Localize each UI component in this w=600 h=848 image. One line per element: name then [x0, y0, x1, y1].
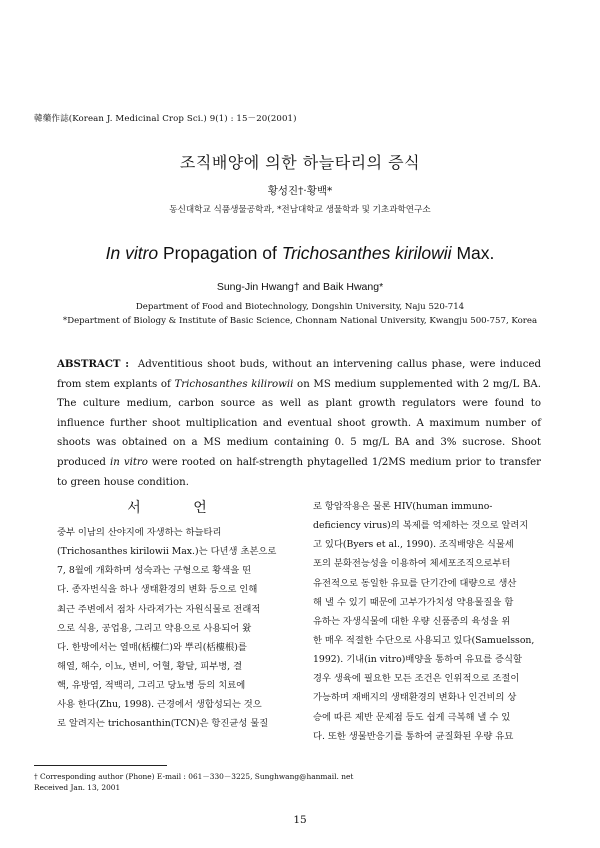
- body-line: deficiency virus)의 복제를 억제하는 것으로 알려지: [313, 520, 529, 532]
- title-end: Max.: [451, 243, 495, 263]
- body-line: 다. 종자번식을 하나 생태환경의 변화 등으로 인해: [57, 584, 258, 596]
- english-authors: Sung-Jin Hwang† and Baik Hwang*: [216, 281, 384, 293]
- section-heading: 서 언: [127, 500, 231, 516]
- abstract-text-2: on MS medium supplemented with 2 mg/L BA. The culture medium, carbon source as well as plant growth regulators were found to influence further shoot multiplication and eventual shoot growth. A maximum number of shoots was obtained on a MS medium containing 0. 5 mg/L BA and 3% sucrose. Shoot produced: [57, 378, 541, 468]
- body-line: 사용 한다(Zhu, 1998). 근경에서 생합성되는 것으: [57, 699, 262, 711]
- body-line: 유하는 자생식물에 대한 우량 신품종의 육성을 위: [313, 615, 511, 627]
- body-line: 승에 따른 제반 문제점 등도 쉽게 극복해 낼 수 있: [313, 711, 511, 723]
- body-line: 7, 8월에 개화하며 성숙과는 구형으로 황색을 띤: [57, 565, 252, 577]
- body-line: 로 알려지는 trichosanthin(TCN)은 항진균성 물질: [57, 718, 269, 730]
- body-line: 유전적으로 동일한 유묘를 단기간에 대량으로 생산: [313, 577, 517, 589]
- abstract-species: Trichosanthes kilirowii: [174, 378, 294, 390]
- body-line: 해 낼 수 있기 때문에 고부가가치성 약용물질을 함: [313, 596, 514, 608]
- body-line: 1992). 기내(in vitro)배양을 통하여 유묘를 증식할: [313, 654, 522, 666]
- body-line: 으로 식용, 공업용, 그리고 약용으로 사용되어 왔: [57, 622, 252, 634]
- abstract-text-1: Adventitious shoot buds, without an intervening callus phase, were induced from stem explants of: [57, 359, 541, 390]
- abstract-label: ABSTRACT :: [57, 358, 130, 370]
- footnote-corresponding: † Corresponding author (Phone) E-mail : 061－330－3225, Sunghwang@hanmail. net: [34, 772, 354, 781]
- body-line: 해열, 해수, 이뇨, 변비, 어혈, 황달, 피부병, 결: [57, 660, 243, 672]
- body-line: 최근 주변에서 점차 사라져가는 자원식물로 전래적: [57, 603, 261, 615]
- body-line: 경우 생육에 필요한 모든 조건은 인위적으로 조절이: [313, 673, 520, 685]
- english-affiliation-1: Department of Food and Biotechnology, Dongshin University, Naju 520-714: [135, 302, 465, 312]
- abstract: [57, 355, 541, 492]
- body-line: (Trichosanthes kirilowii Max.)는 다년생 초본으로: [57, 546, 277, 558]
- body-line: 로 항암작용은 물론 HIV(human immuno-: [313, 501, 493, 512]
- body-line: 핵, 유방염, 적백리, 그리고 당뇨병 등의 치료에: [57, 680, 246, 692]
- body-line: 한 매우 적절한 수단으로 사용되고 있다(Samuelsson,: [313, 634, 535, 646]
- footnote-received: Received Jan. 13, 2001: [34, 783, 121, 792]
- body-line: 중부 이남의 산야지에 자생하는 하늘타리: [57, 527, 222, 538]
- title-species: Trichosanthes kirilowii: [281, 243, 452, 263]
- body-line: 다. 한방에서는 열매(栝樓仁)와 뿌리(栝樓根)를: [57, 641, 247, 653]
- body-column-right: [313, 497, 553, 746]
- body-line: 다. 또한 생물반응기를 통하여 균질화된 우량 유묘: [313, 730, 514, 742]
- journal-citation: 韓藥作誌(Korean J. Medicinal Crop Sci.) 9(1) : 15－20(2001): [34, 114, 297, 124]
- body-line: 가능하며 재배지의 생태환경의 변화나 인건비의 상: [313, 692, 517, 704]
- body-line: 고 있다(Byers et al., 1990). 조직배양은 식물세: [313, 539, 514, 551]
- abstract-in-vitro: in vitro: [109, 456, 148, 468]
- abstract-text-3: were rooted on half-strength phytagelled 1/2MS medium prior to transfer to green house condition.: [57, 456, 542, 488]
- korean-authors: 황성진†·황백*: [267, 185, 333, 197]
- korean-title: 조직배양에 의한 하늘타리의 증식: [179, 153, 421, 172]
- page-number: 15: [293, 814, 307, 826]
- title-middle: Propagation of: [158, 243, 282, 263]
- english-affiliation-2: *Department of Biology & Institute of Basic Science, Chonnam National University, Kwangju 500-757, Korea: [62, 316, 538, 326]
- body-column-left: [57, 523, 301, 734]
- english-title: [0, 243, 600, 264]
- korean-affiliation: 동신대학교 식품생물공학과, *전남대학교 생물학과 및 기초과학연구소: [169, 205, 431, 215]
- footnote-divider: [34, 765, 167, 766]
- title-in-vitro: In vitro: [105, 243, 159, 263]
- body-line: 포의 분화전능성을 이용하여 체세포조직으로부터: [313, 558, 511, 570]
